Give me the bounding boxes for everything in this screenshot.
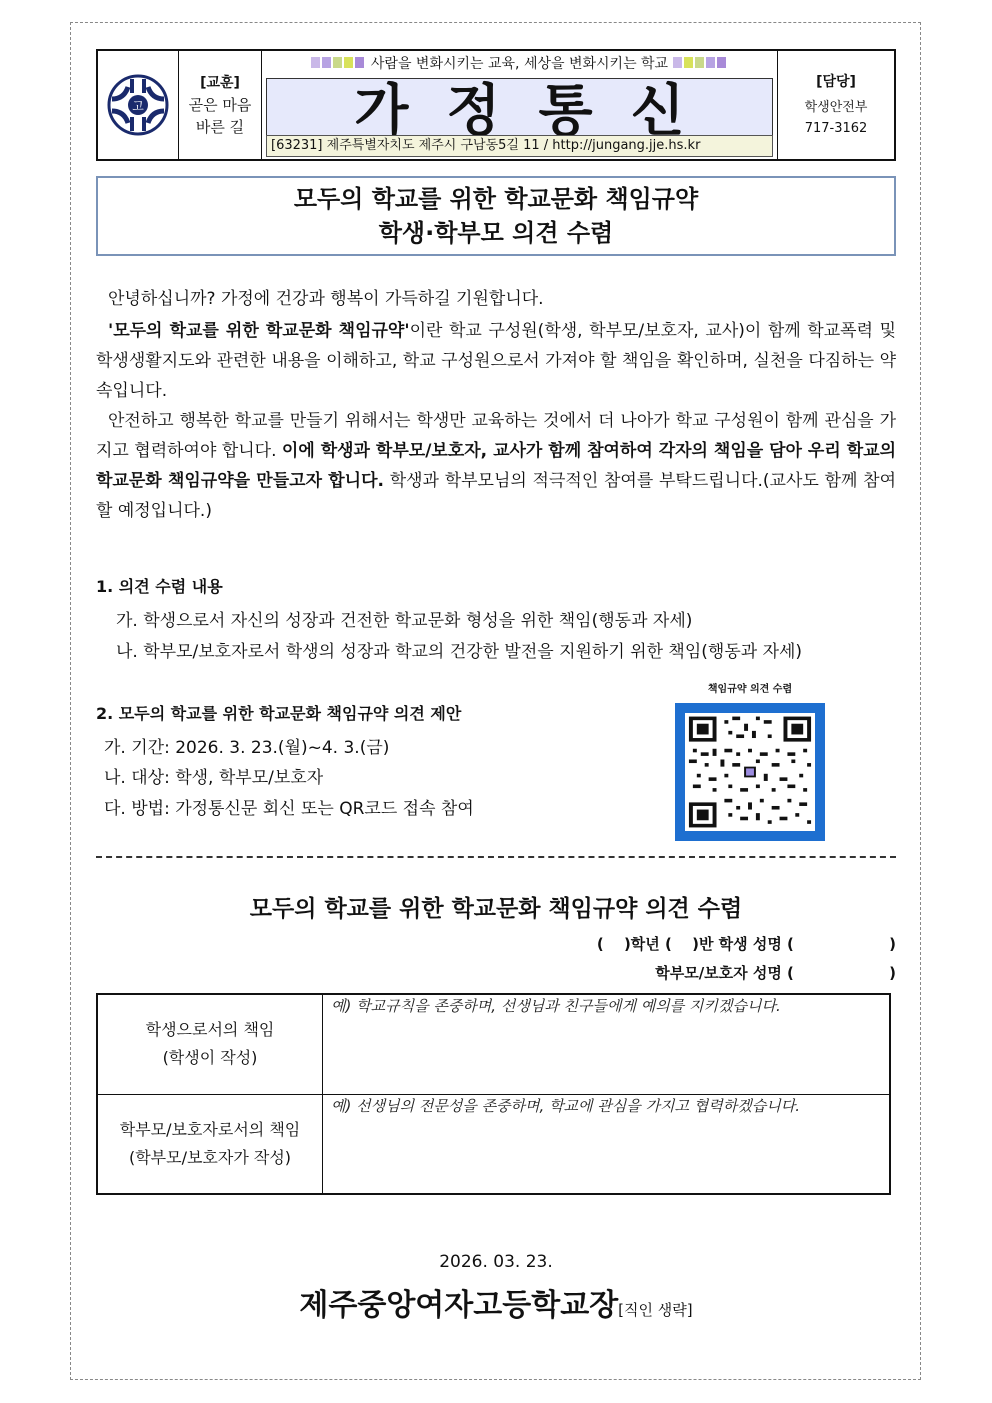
student-label-line2: (학생이 작성) — [99, 1044, 321, 1072]
qr-code-block — [675, 680, 825, 841]
school-motto — [179, 51, 262, 159]
parent-name-line: 학부모/보호자 성명 ( ) — [655, 962, 896, 983]
section1-title: 1. 의견 수렴 내용 — [96, 574, 223, 597]
qr-code[interactable] — [675, 703, 825, 841]
intro-request-end: 학생과 학부모님의 적극적인 참여를 부탁드립니다.(교사도 함께 참여할 예정입니다.) — [96, 471, 896, 521]
student-example-text: 예) 학교규칙을 존중하며, 선생님과 친구들에게 예의를 지키겠습니다. — [331, 997, 781, 1015]
notice-title-line1: 모두의 학교를 위한 학교문화 책임규약 — [98, 182, 894, 216]
newsletter-header — [96, 49, 896, 161]
student-responsibility-field[interactable] — [323, 994, 891, 1094]
response-table — [96, 993, 891, 1195]
motto-line2: 바른 길 — [196, 116, 244, 138]
contact-tag: [담당] — [816, 72, 856, 93]
intro-text — [96, 284, 896, 526]
intro-definition-bold: '모두의 학교를 위한 학교문화 책임규약' — [108, 321, 410, 341]
seal-note: [직인 생략] — [618, 1301, 692, 1319]
intro-request-bold: 이에 학생과 학부모/보호자, 교사가 함께 참여하여 각자의 책임을 담아 우리 학교의 학교문화 책임규약을 만들고자 합니다. — [96, 441, 896, 491]
parent-responsibility-label — [97, 1094, 323, 1194]
qr-code-icon — [685, 713, 815, 831]
parent-example-text: 예) 선생님의 전문성을 존중하며, 학교에 관심을 가지고 협력하겠습니다. — [331, 1097, 800, 1115]
notice-title-line2: 학생·학부모 의견 수렴 — [98, 216, 894, 250]
motto-line1: 곧은 마음 — [189, 94, 252, 116]
section2-item-method: 다. 방법: 가정통신문 회신 또는 QR코드 접속 참여 — [104, 794, 474, 819]
newsletter-title: 가정통신 — [266, 78, 773, 136]
student-name-line: ( )학년 ( )반 학생 성명 ( ) — [597, 933, 896, 954]
section1-item-1: 가. 학생으로서 자신의 성장과 건전한 학교문화 형성을 위한 책임(행동과 자세) — [116, 606, 692, 631]
issue-date: 2026. 03. 23. — [0, 1252, 992, 1272]
intro-request-start: 안전하고 행복한 학교를 만들기 위해서는 학생만 교육하는 것에서 더 나아가 학교 구성원이 함께 관심을 가지고 협력하여야 합니다. — [96, 411, 896, 461]
motto-tag: [교훈] — [200, 72, 240, 94]
intro-definition — [96, 316, 896, 406]
section2-item-period: 가. 기간: 2026. 3. 23.(월)~4. 3.(금) — [104, 733, 389, 758]
section2-item-target: 나. 대상: 학생, 학부모/보호자 — [104, 763, 323, 788]
contact-info — [778, 51, 894, 159]
student-label-line1: 학생으로서의 책임 — [99, 1016, 321, 1044]
student-responsibility-label — [97, 994, 323, 1094]
section1-item-2: 나. 학부모/보호자로서 학생의 성장과 학교의 건강한 발전을 지원하기 위한 책임(행동과 자세) — [116, 637, 802, 662]
section2-title: 2. 모두의 학교를 위한 학교문화 책임규약 의견 제안 — [96, 701, 461, 724]
header-center — [262, 51, 778, 159]
principal-name: 제주중앙여자고등학교장 — [299, 1288, 618, 1323]
school-emblem-icon — [106, 73, 170, 137]
logo-char: 고 — [132, 99, 144, 113]
intro-greeting: 안녕하십니까? 가정에 건강과 행복이 가득하길 기원합니다. — [96, 284, 896, 314]
table-row-student — [97, 994, 890, 1094]
signer — [0, 1280, 992, 1324]
intro-request — [96, 406, 896, 526]
parent-label-line2: (학부모/보호자가 작성) — [99, 1144, 321, 1172]
form-title: 모두의 학교를 위한 학교문화 책임규약 의견 수렴 — [96, 890, 896, 923]
intro-definition-rest: 이란 학교 구성원(학생, 학부모/보호자, 교사)이 함께 학교폭력 및 학생생활지도와 관련한 내용을 이해하고, 학교 구성원으로서 가져야 할 책임을 확인하며, 실천을 다짐하는 약속입니다. — [96, 321, 896, 401]
school-address: [63231] 제주특별자치도 제주시 구남동5길 11 / http://jungang.jje.hs.kr — [266, 135, 773, 157]
cut-line — [96, 856, 896, 858]
parent-label-line1: 학부모/보호자로서의 책임 — [99, 1116, 321, 1144]
school-logo — [98, 51, 179, 159]
slogan-text: 사람을 변화시키는 교육, 세상을 변화시키는 학교 — [371, 56, 668, 72]
department: 학생안전부 — [805, 97, 868, 118]
notice-title — [96, 176, 896, 256]
phone-number: 717-3162 — [805, 118, 868, 139]
qr-caption: 책임규약 의견 수렴 — [675, 680, 825, 695]
table-row-parent — [97, 1094, 890, 1194]
parent-responsibility-field[interactable] — [323, 1094, 891, 1194]
